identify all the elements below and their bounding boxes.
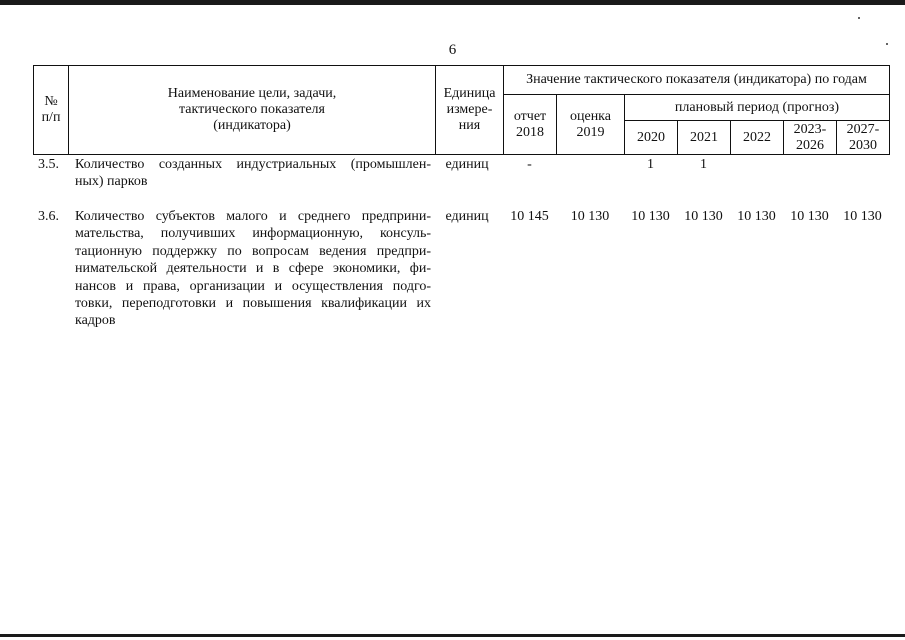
header-name: Наименование цели, задачи, тактического показателя (индикатора) [69,66,436,155]
header-values-title: Значение тактического показателя (индикатора) по годам [504,66,890,95]
row-unit: единиц [445,209,489,224]
row-number: 3.5. [38,157,59,172]
row-value-2023-2026: 10 130 [790,209,829,224]
row-value-2020: 10 130 [631,209,670,224]
scan-border-bottom [0,634,905,637]
row-value-2022: 10 130 [737,209,776,224]
row-indicator-name: Количество субъектов малого и среднего предприни- мательства, получивших информационную, консуль- тационную поддержку по вопросам ведения предпри- нимательской деятельности и в сфере экономики, фи- нансов и права, организации и осуществления подго- товки, переподготовки и повышения квалификации их кадров [75,209,431,329]
header-year: 2020 [625,121,678,155]
header-plan-title: плановый период (прогноз) [625,95,890,121]
scan-speck [858,17,860,19]
header-year: 2027- 2030 [837,121,890,155]
row-unit: единиц [445,157,489,172]
indicator-table-header [33,65,890,155]
header-estimate: оценка 2019 [557,95,625,155]
header-year: 2021 [678,121,731,155]
header-unit: Единица измере- ния [436,66,504,155]
row-value-2027-2030: 10 130 [843,209,882,224]
page-number: 6 [448,42,457,58]
row-value-2020: 1 [647,157,654,172]
row-value-2021: 10 130 [684,209,723,224]
header-year: 2023- 2026 [784,121,837,155]
row-value-2018: 10 145 [510,209,549,224]
row-value-2019: 10 130 [570,209,610,224]
scan-border-top [0,0,905,5]
row-number: 3.6. [38,209,59,224]
row-value-2021: 1 [700,157,707,172]
header-report: отчет 2018 [504,95,557,155]
header-year: 2022 [731,121,784,155]
header-num: № п/п [34,66,69,155]
row-indicator-name: Количество созданных индустриальных (промышлен- ных) парков [75,157,431,190]
row-value-2018: - [527,157,532,172]
